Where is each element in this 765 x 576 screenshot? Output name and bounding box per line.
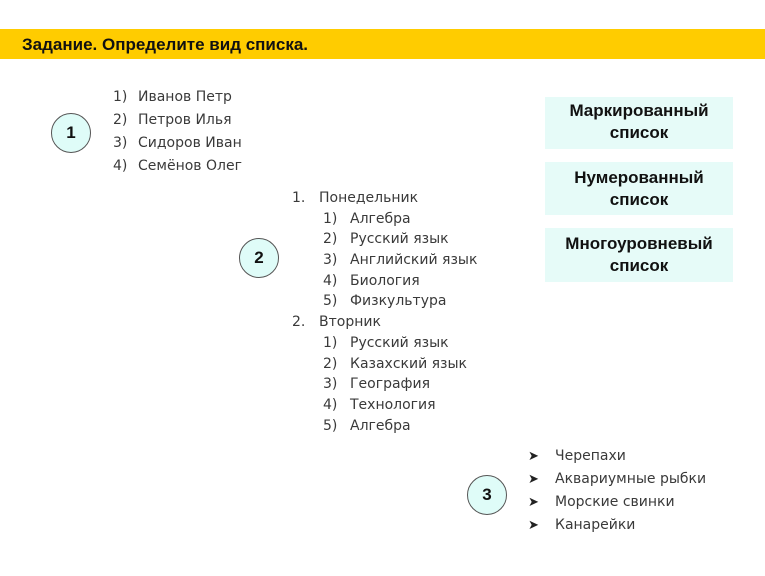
bulleted-list-pets	[528, 446, 706, 538]
title-banner	[0, 29, 765, 59]
list-item: ➤ Канарейки	[528, 515, 706, 538]
list-subitem: 4) Биология	[323, 272, 420, 289]
list-subitem: 3) Английский язык	[323, 252, 478, 269]
arrow-bullet-icon: ➤	[528, 495, 539, 510]
answer-bulleted-list[interactable]: Маркированный список	[545, 97, 733, 149]
list-subitem: 1) Алгебра	[323, 210, 411, 227]
list-subitem: 5) Физкультура	[323, 293, 447, 310]
list-subitem: 5) Алгебра	[323, 417, 411, 434]
list-item: ➤ Черепахи	[528, 446, 706, 469]
answer-numbered-list[interactable]: Нумерованный список	[545, 162, 733, 215]
arrow-bullet-icon: ➤	[528, 518, 539, 533]
list-item: 2) Петров Илья	[113, 112, 232, 128]
list-subitem: 3) География	[323, 376, 431, 393]
list-subitem: 4) Технология	[323, 396, 436, 413]
label-circle-1: 1	[51, 113, 91, 153]
list-subitem: 2) Казахский язык	[323, 355, 468, 372]
list-item: ➤ Аквариумные рыбки	[528, 469, 706, 492]
numbered-list-names	[113, 87, 242, 179]
list-item: ➤ Морские свинки	[528, 492, 706, 515]
list-subitem: 2) Русский язык	[323, 231, 449, 248]
label-circle-3: 3	[467, 475, 507, 515]
list-item: 3) Сидоров Иван	[113, 135, 242, 151]
arrow-bullet-icon: ➤	[528, 449, 539, 464]
list-item: 1. Понедельник	[292, 190, 419, 206]
list-item: 2. Вторник	[292, 314, 381, 331]
arrow-bullet-icon: ➤	[528, 472, 539, 487]
multilevel-list-schedule	[292, 188, 477, 436]
list-item: 4) Семёнов Олег	[113, 158, 242, 174]
answer-multilevel-list[interactable]: Многоуровневый список	[545, 228, 733, 282]
page-title: Задание. Определите вид списка.	[22, 35, 309, 54]
label-circle-2: 2	[239, 238, 279, 278]
list-item: 1) Иванов Петр	[113, 89, 232, 105]
list-subitem: 1) Русский язык	[323, 334, 449, 351]
